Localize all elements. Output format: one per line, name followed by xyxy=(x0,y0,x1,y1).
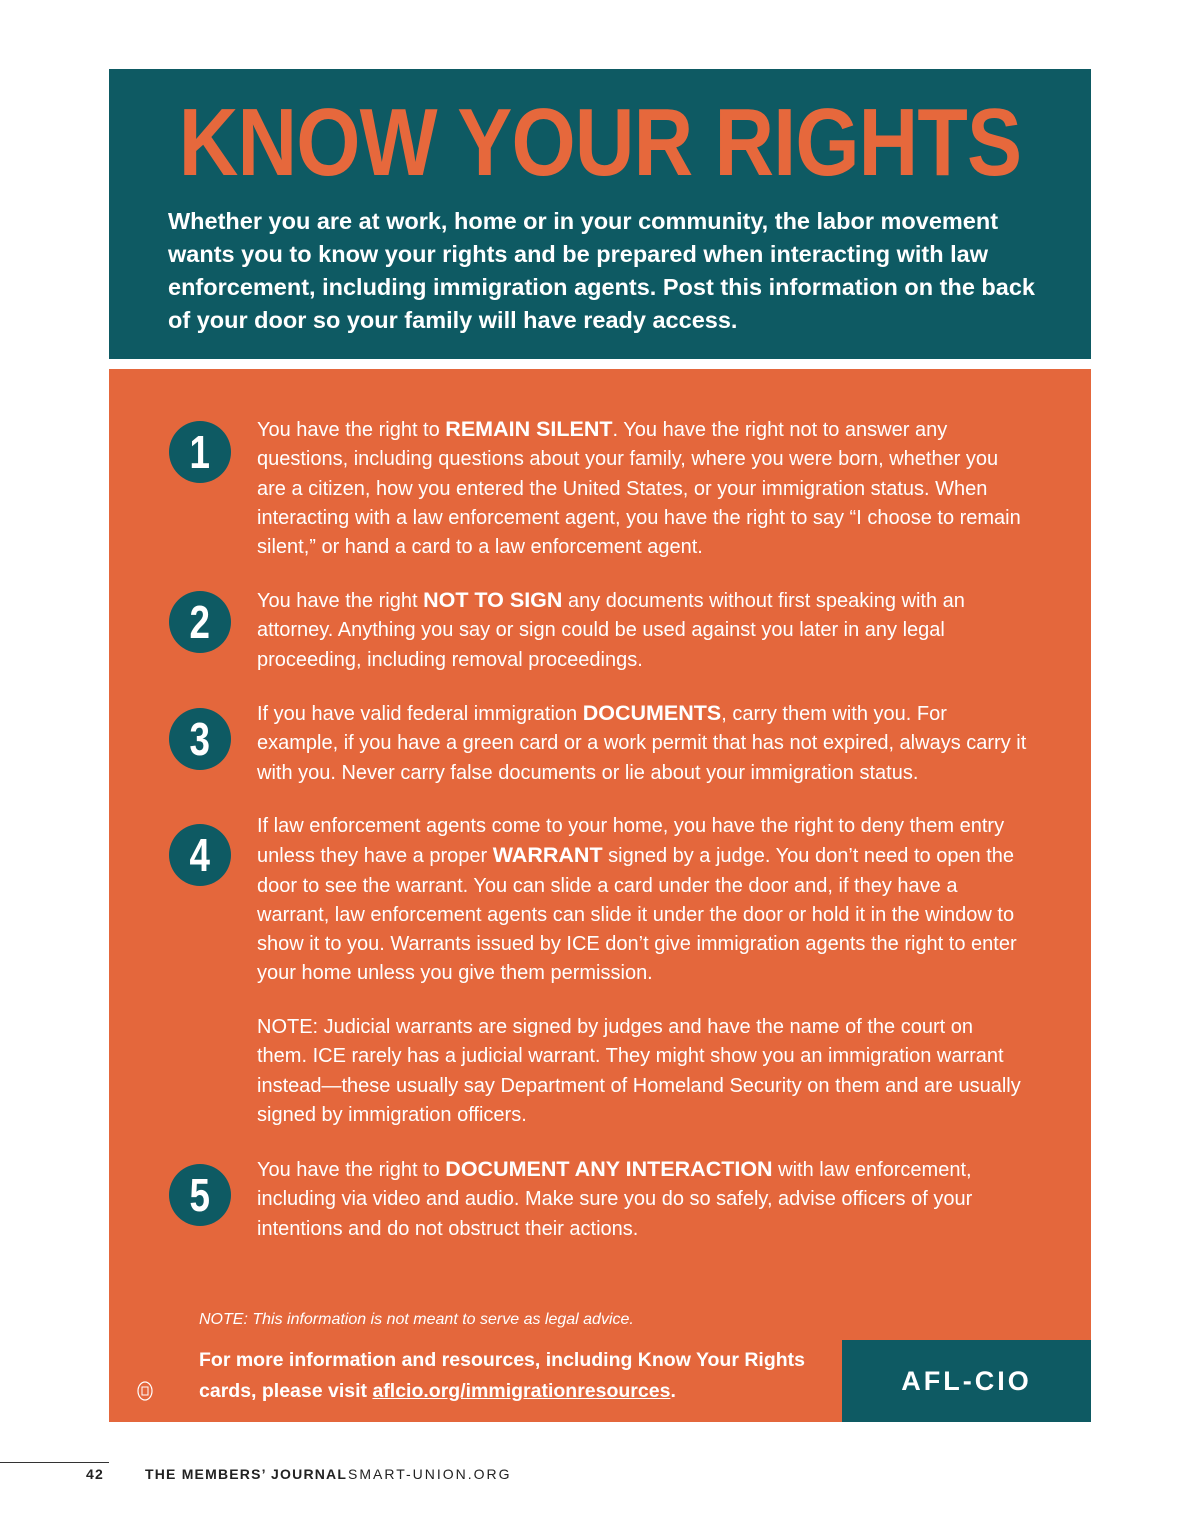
legal-disclaimer: NOTE: This information is not meant to serve as legal advice. xyxy=(199,1311,634,1328)
number-badge-5: 5 xyxy=(169,1164,231,1226)
right-text-4: If law enforcement agents come to your home, you have the right to deny them entry unless they have a proper WARRANT signed by a judge. You don’t need to open the door to see the warrant. You can slide a card under the door and, if they have a warrant, law enforcement agents can slide it under the door or hold it in the window to show it to you. Warrants issued by ICE don’t give immigration agents the right to enter your home unless you give them permission. xyxy=(257,815,1017,985)
site-url: SMART-UNION.ORG xyxy=(348,1466,512,1482)
right-text-5: You have the right to DOCUMENT ANY INTERACTION with law enforcement, including via video and audio. Make sure you do so safely, advise officers of your intentions and do not obstruct their actions. xyxy=(257,1157,973,1240)
number-badge-4: 4 xyxy=(169,824,231,886)
right-text-2: You have the right NOT TO SIGN any documents without first speaking with an attorney. Anything you say or sign could be used against you later in any legal proceeding, including removal proceedings. xyxy=(257,588,965,671)
more-info-text: For more information and resources, including Know Your Rights cards, please visit aflcio.org/immigrationresources. xyxy=(199,1349,805,1402)
right-text-3: If you have valid federal immigration DOCUMENTS, carry them with you. For example, if you have a green card or a work permit that has not expired, always carry it with you. Never carry false documents or lie about your immigration status. xyxy=(257,701,1027,784)
afl-cio-logo: AFL-CIO xyxy=(842,1340,1091,1422)
number-badge-1: 1 xyxy=(169,421,231,483)
footer-rule xyxy=(0,1462,109,1463)
number-badge-2: 2 xyxy=(169,591,231,653)
resources-link[interactable]: aflcio.org/immigrationresources xyxy=(372,1380,671,1402)
right-emphasis-3: DOCUMENTS xyxy=(582,701,722,725)
publication-name: THE MEMBERS’ JOURNAL xyxy=(145,1466,348,1482)
header-banner xyxy=(109,69,1091,359)
right-emphasis-4: WARRANT xyxy=(492,843,603,868)
number-badge-3: 3 xyxy=(169,708,231,770)
warrant-note: NOTE: Judicial warrants are signed by judges and have the name of the court on them. ICE rarely has a judicial warrant. They might show you an immigration warrant instead—these usually say Department of Homeland Security on them and are usually signed by immigration officers. xyxy=(257,1016,1021,1126)
union-bug-icon xyxy=(137,1381,153,1401)
page-number: 42 xyxy=(86,1466,104,1482)
right-text-1: You have the right to REMAIN SILENT. You have the right not to answer any questions, including questions about your family, where you were born, whether you are a citizen, how you entered the United States, or your immigration status. When interacting with a law enforcement agent, you have the right to say “I choose to remain silent,” or hand a card to a law enforcement agent. xyxy=(257,417,1021,559)
intro-paragraph: Whether you are at work, home or in your community, the labor movement wants you to know your rights and be prepared when interacting with law enforcement, including immigration agents. Post this information on the back of your door so your family will have ready access. xyxy=(168,208,1035,333)
right-emphasis-2: NOT TO SIGN xyxy=(423,588,563,612)
right-emphasis-5: DOCUMENT ANY INTERACTION xyxy=(445,1157,773,1181)
right-emphasis-1: REMAIN SILENT xyxy=(445,417,613,441)
rights-panel xyxy=(109,369,1091,1422)
page-title: KNOW YOUR RIGHTS xyxy=(178,89,1022,196)
